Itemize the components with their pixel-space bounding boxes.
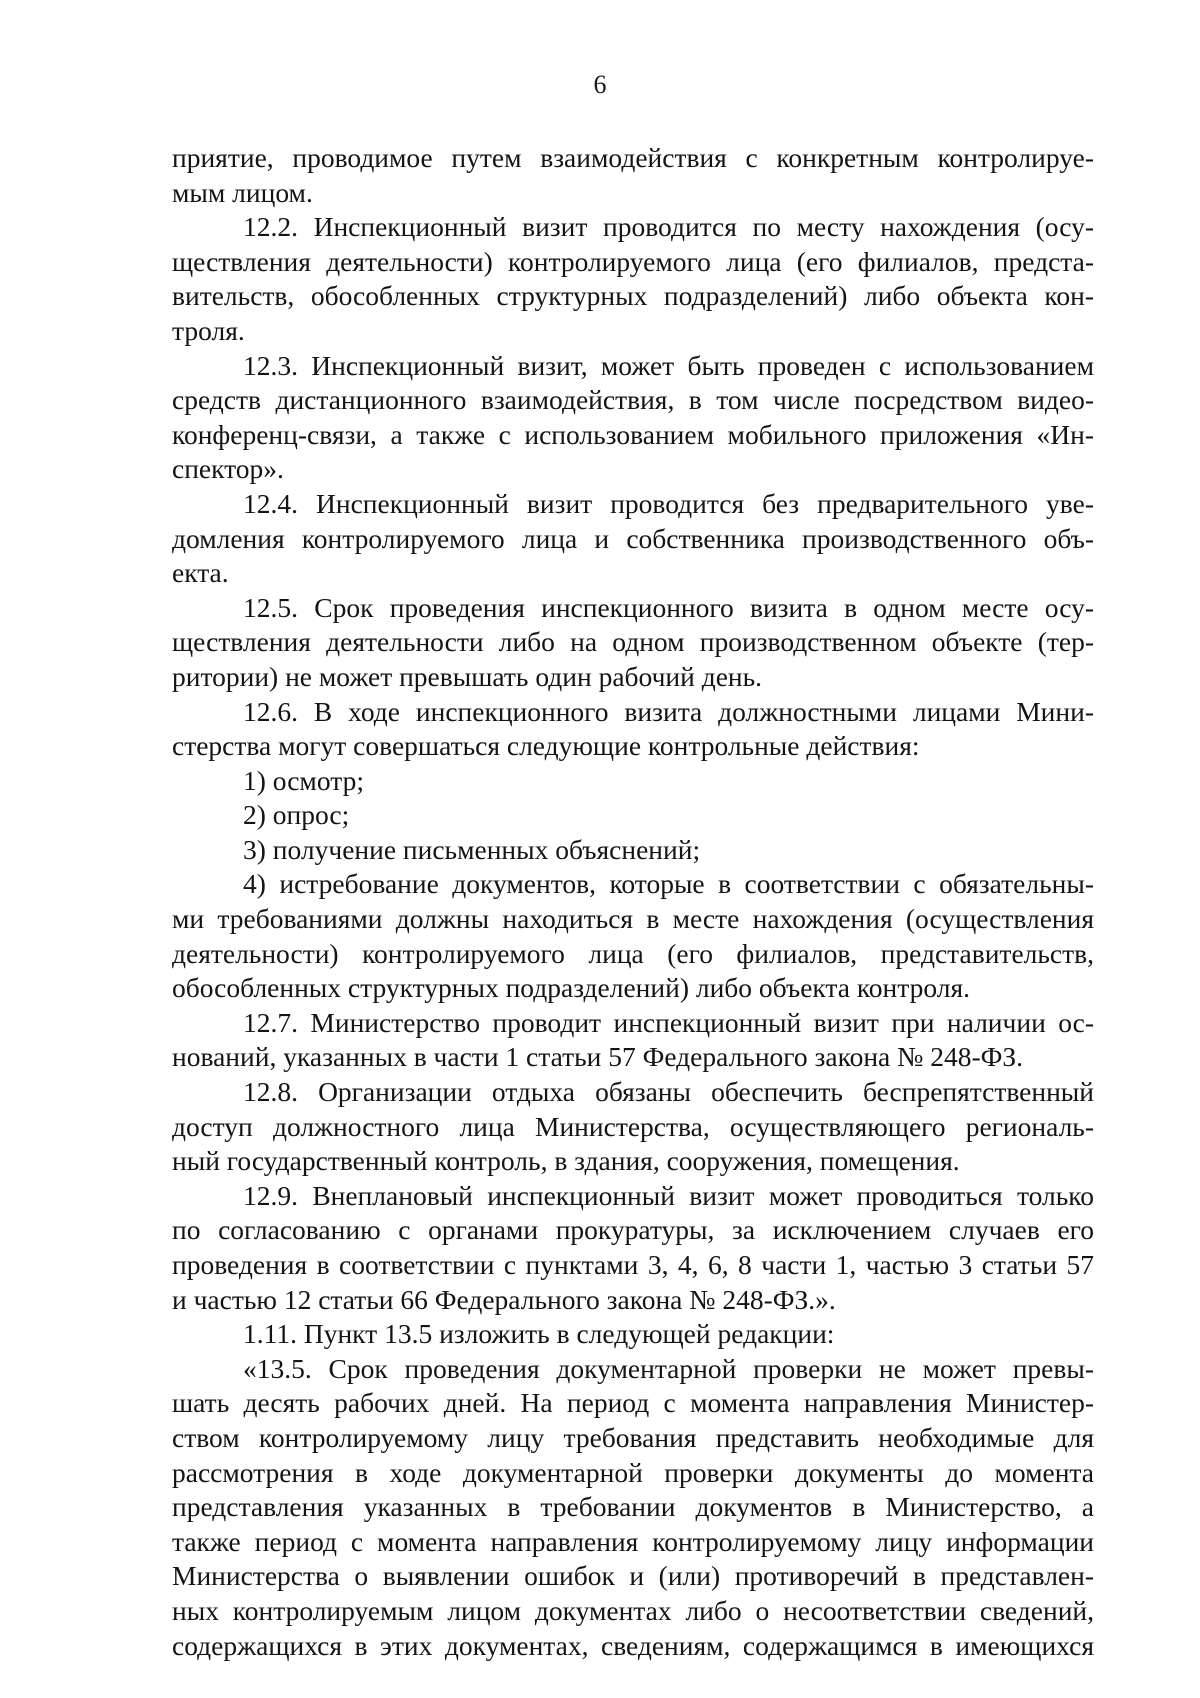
text-line: 12.8. Организации отдыха обязаны обеспечить беспрепятственный (243, 1076, 1094, 1108)
text-line: представления указанных в требовании документов в Министерство, а (172, 1491, 1094, 1523)
text-line: мым лицом. (172, 176, 313, 208)
page-number: 6 (593, 70, 607, 99)
text-line: также период с момента направления контролируемому лицу информации (172, 1525, 1094, 1557)
text-line: обособленных структурных подразделений) либо объекта контроля. (172, 972, 971, 1004)
text-line: деятельности) контролируемого лица (его филиалов, представительств, (172, 937, 1094, 969)
text-line: по согласованию с органами прокуратуры, за исключением случаев его (172, 1214, 1094, 1246)
text-line: 12.4. Инспекционный визит проводится без предварительного уве- (243, 487, 1094, 519)
text-line: шать десять рабочих дней. На период с момента направления Министер- (172, 1387, 1094, 1419)
text-line: Министерства о выявлении ошибок и (или) противоречий в представлен- (172, 1560, 1094, 1592)
text-line: доступ должностного лица Министерства, осуществляющего региональ- (172, 1110, 1094, 1142)
text-line: ных контролируемым лицом документах либо о несоответствии сведений, (172, 1594, 1094, 1626)
text-line: вительств, обособленных структурных подразделений) либо объекта кон- (172, 280, 1094, 312)
text-line: проведения в соответствии с пунктами 3, 4, 6, 8 части 1, частью 3 статьи 57 (172, 1249, 1094, 1280)
text-line: ществления деятельности) контролируемого лица (его филиалов, предста- (172, 245, 1094, 277)
text-line: 3) получение письменных объяснений; (243, 833, 701, 865)
text-line: 12.3. Инспекционный визит, может быть проведен с использованием (243, 349, 1094, 381)
text-line: 12.7. Министерство проводит инспекционный визит при наличии ос- (243, 1006, 1094, 1038)
text-line: стерства могут совершаться следующие контрольные действия: (172, 730, 920, 762)
text-line: спектор». (172, 453, 284, 485)
text-line: средств дистанционного взаимодействия, в том числе посредством видео- (172, 384, 1094, 416)
text-line: содержащихся в этих документах, сведениям, содержащимся в имеющихся (172, 1629, 1094, 1661)
text-line: ством контролируемому лицу требования представить необходимые для (172, 1421, 1094, 1453)
body-text (172, 141, 1094, 1663)
text-line: 1.11. Пункт 13.5 изложить в следующей редакции: (243, 1318, 835, 1350)
text-line: 12.9. Внеплановый инспекционный визит может проводиться только (243, 1179, 1094, 1211)
text-line: домления контролируемого лица и собственника производственного объ- (172, 522, 1094, 554)
text-line: приятие, проводимое путем взаимодействия с конкретным контролируе- (172, 142, 1094, 173)
text-line: ществления деятельности либо на одном производственном объекте (тер- (172, 626, 1094, 658)
text-line: екта. (172, 557, 229, 589)
text-line: рассмотрения в ходе документарной проверки документы до момента (172, 1456, 1094, 1488)
text-line: конференц-связи, а также с использованием мобильного приложения «Ин- (172, 418, 1094, 450)
text-line: 2) опрос; (243, 799, 350, 831)
text-line: 12.6. В ходе инспекционного визита должностными лицами Мини- (243, 695, 1094, 727)
text-line: 1) осмотр; (243, 764, 364, 796)
text-line: ный государственный контроль, в здания, сооружения, помещения. (172, 1145, 960, 1177)
text-line: ми требованиями должны находиться в месте нахождения (осуществления (172, 903, 1094, 935)
text-line: 12.5. Срок проведения инспекционного визита в одном месте осу- (243, 591, 1094, 623)
text-line: «13.5. Срок проведения документарной проверки не может превы- (243, 1352, 1094, 1384)
text-line: и частью 12 статьи 66 Федерального закона № 248-ФЗ.». (172, 1283, 836, 1315)
text-line: ритории) не может превышать один рабочий день. (172, 660, 763, 692)
text-line: 12.2. Инспекционный визит проводится по месту нахождения (осу- (243, 211, 1094, 243)
text-line: 4) истребование документов, которые в соответствии с обязательны- (243, 868, 1094, 900)
text-line: нований, указанных в части 1 статьи 57 Федерального закона № 248-ФЗ. (172, 1041, 1024, 1073)
text-line: троля. (172, 314, 245, 346)
